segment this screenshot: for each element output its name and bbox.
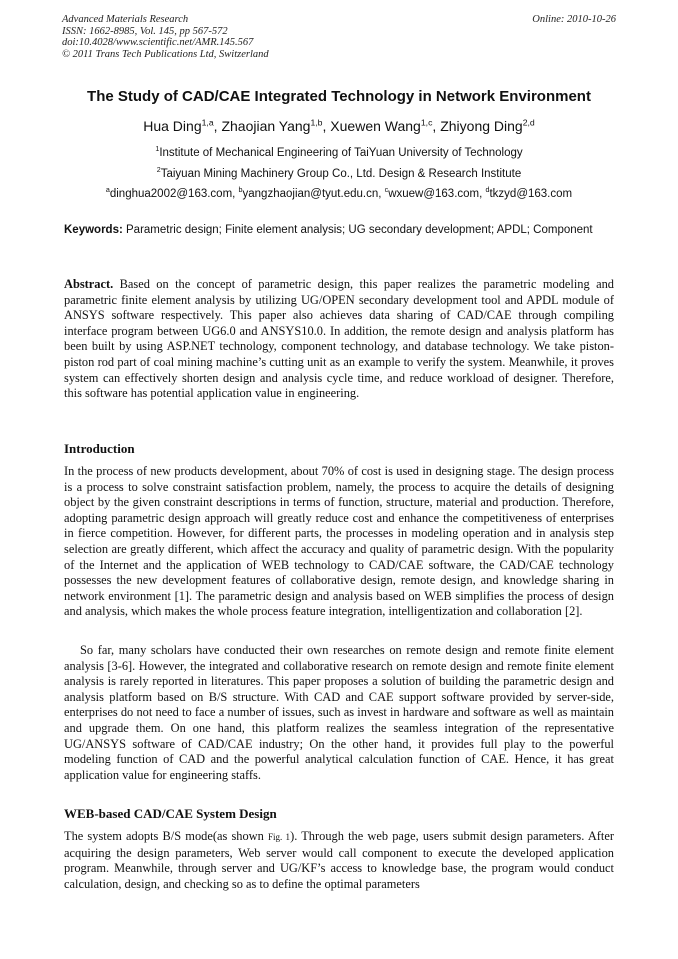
author-name: Zhiyong Ding <box>440 118 523 134</box>
online-date: Online: 2010-10-26 <box>532 14 616 25</box>
affiliation-mark: 1 <box>155 145 160 154</box>
email-mark: a <box>105 186 110 195</box>
web-paragraph-end: ). Through the web page, users submit design parameters. After acquiring the design parameters, Web server would call component to execute the developed application program. Meanwhile, through server and UG/KF’s access to knowledge base, the program would conduct calculation, design, and checking so as to define the optimal parameters <box>64 829 614 891</box>
abstract-label: Abstract. <box>64 277 114 291</box>
author-list: Hua Ding$^{1,a}$, Zhaojian Yang$^{1,b}$, Xuewen Wang$^{1,c}$, Zhiyong Ding$^{2,d}$ <box>143 117 535 134</box>
web-section-paragraph-1 <box>64 829 614 892</box>
abstract-paragraph <box>64 277 614 402</box>
introduction-paragraph-2: So far, many scholars have conducted their own researches on remote design and remote finite element analysis [3-6]. However, the integrated and collaborative research on remote design and remote finite element analysis is rarely reported in literatures. This paper proposes a solution of building the parametric design and analysis platform based on B/S structure. With CAD and CAE support software provided by server-side, enterprises do not need to face a number of issues, such as invest in hardware and software as well as maintain and upgrade them. On one hand, this platform realizes the seamless integration of the representative UG/ANSYS software of CAD/CAE industry; On the other hand, it provides full play to the powerful modeling function of CAD and the powerful analytical calculation function of CAE. Hence, it has great application value for engineering staffs. <box>64 643 614 782</box>
doi-line: doi:10.4028/www.scientific.net/AMR.145.567 <box>62 37 254 48</box>
affiliation-text: Institute of Mechanical Engineering of TaiYuan University of Technology <box>159 147 523 159</box>
email-address: yangzhaojian@tyut.edu.cn <box>242 188 379 200</box>
journal-name: Advanced Materials Research <box>62 14 189 25</box>
web-paragraph-start: The system adopts B/S mode(as shown <box>64 829 268 843</box>
email-mark: d <box>485 186 490 195</box>
introduction-paragraph-1: In the process of new products development, about 70% of cost is used in designing stage. The design process is a process to solve constraint satisfaction problem, namely, the process to acquire the details of designing object by the given constraint descriptions in terms of function, structure, material and production. Therefore, adopting parametric design approach will greatly reduce cost and enhance the competitiveness of enterprises in fierce competition. However, for different parts, the processes in modeling operation and in analysis step selection are greatly different, which affect the accuracy and quality of parametric design. With the popularity of the Internet and the application of WEB technology to CAD/CAE software, the CAD/CAE technology possesses the new development features of collaborative design, remote design, and knowledge sharing in network environment [1]. The parametric design and analysis based on WEB simplifies the process of design and analysis, which makes the whole process feature integration, intelligentization and collaboration [2]. <box>64 464 614 619</box>
author-affiliation-mark: 1,a <box>201 117 214 128</box>
web-section-heading: WEB-based CAD/CAE System Design <box>64 806 277 821</box>
author-name: Xuewen Wang <box>330 118 421 134</box>
author-name: Hua Ding <box>143 118 202 134</box>
email-address: wxuew@163.com <box>388 188 480 200</box>
journal-header <box>62 14 616 60</box>
affiliation-1 <box>62 147 616 159</box>
email-address: dinghua2002@163.com <box>109 188 233 200</box>
figure-reference: Fig. 1 <box>267 832 291 842</box>
introduction-heading: Introduction <box>64 441 135 456</box>
abstract-text: Based on the concept of parametric design, this paper realizes the parametric modeling and parametric finite element analysis by utilizing UG/OPEN secondary development tool and APDL module of ANSYS software respectively. This paper also achieves data sharing of CAD/CAE through compiling interface program between UG6.0 and ANSYS10.0. In addition, the remote design and analysis platform has been built by using ASP.NET technology, component technology, and database technology. We take piston-piston rod part of coal mining machine’s cutting unit as an example to verify the system. Meanwhile, it proves system can effectively shorten design and analysis cycle time, and reduce workload of designer. Therefore, this software has potential application value in engineering. <box>64 277 614 401</box>
author-affiliation-mark: 1,c <box>420 117 433 128</box>
affiliation-mark: 2 <box>156 166 161 175</box>
affiliation-text: Taiyuan Mining Machinery Group Co., Ltd. Design & Research Institute <box>160 168 522 180</box>
author-name: Zhaojian Yang <box>221 118 311 134</box>
issn-line: ISSN: 1662-8985, Vol. 145, pp 567-572 <box>62 25 228 37</box>
email-mark: b <box>238 186 243 195</box>
author-affiliation-mark: 2,d <box>522 117 535 128</box>
paper-title: The Study of CAD/CAE Integrated Technology in Network Environment <box>87 88 591 105</box>
email-mark: c <box>384 186 389 195</box>
author-emails: $^a$dinghua2002@163.com, $^b$yangzhaojian@tyut.edu.cn, $^c$wxuew@163.com, $^d$tkzyd@163.com <box>105 186 573 200</box>
keywords-paragraph <box>64 223 614 238</box>
affiliation-2 <box>62 168 616 180</box>
email-address: tkzyd@163.com <box>489 188 573 200</box>
keywords-text: Parametric design; Finite element analysis; UG secondary development; APDL; Component <box>126 224 593 236</box>
keywords-label: Keywords: <box>64 224 123 236</box>
author-affiliation-mark: 1,b <box>310 117 323 128</box>
copyright-line: © 2011 Trans Tech Publications Ltd, Switzerland <box>62 48 269 60</box>
